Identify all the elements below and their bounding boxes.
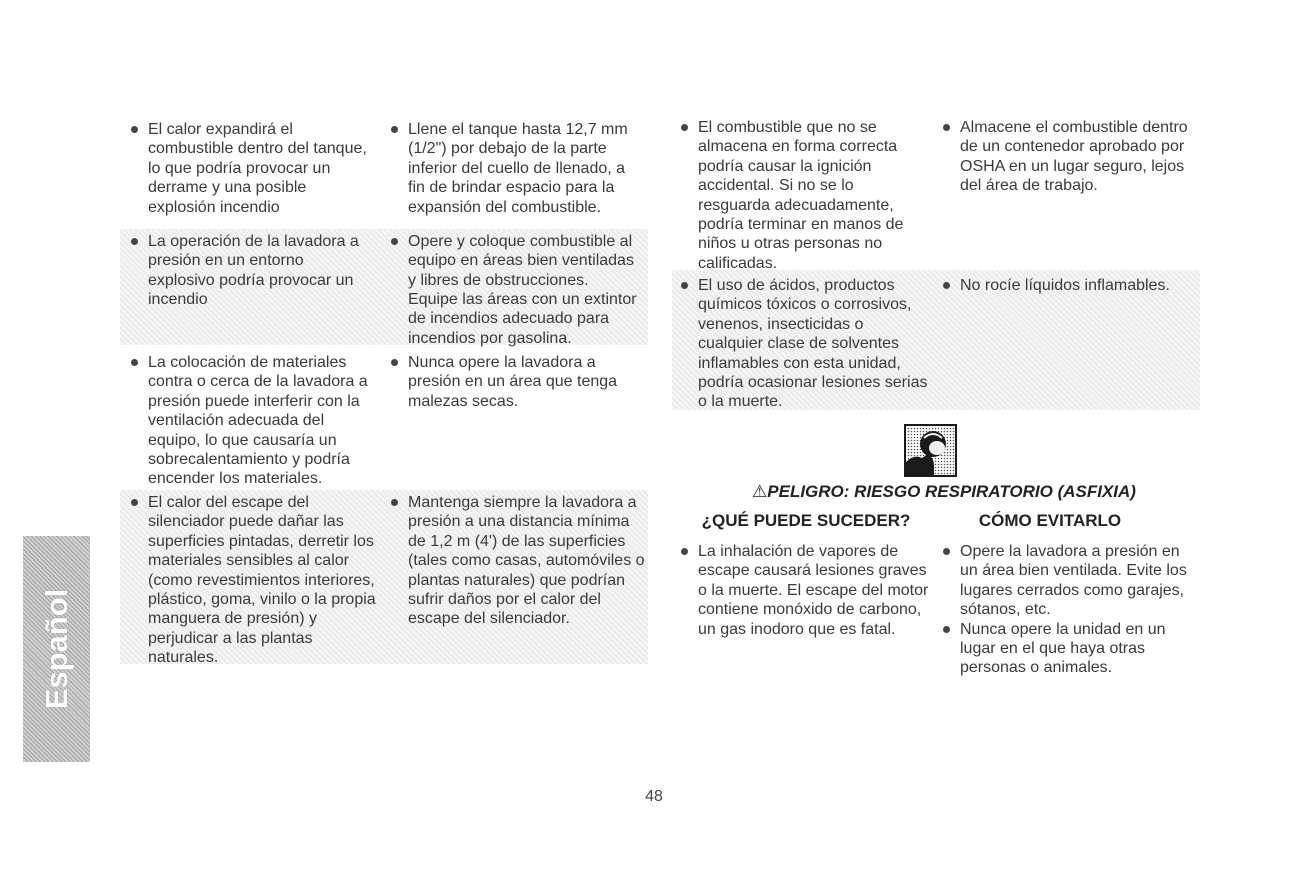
bullet-item: La colocación de materiales contra o cerca de la lavadora a presión puede interferir con la ventilación adecuada del equipo, lo que causaría un sobrecalentamiento y podría encender los materiales. xyxy=(130,353,375,489)
bullet-item: La operación de la lavadora a presión en un entorno explosivo podría provocar un incendio xyxy=(130,232,370,310)
left-row1-col2 xyxy=(390,120,640,217)
page-number: 48 xyxy=(645,788,663,805)
bullet-item: Opere y coloque combustible al equipo en áreas bien ventiladas y libres de obstrucciones. xyxy=(390,232,645,290)
right-row1-col1 xyxy=(680,118,925,273)
language-tab xyxy=(23,536,90,762)
language-tab-label: Español xyxy=(38,588,74,710)
bullet-item: El calor expandirá el combustible dentro del tanque, lo que podría provocar un derrame y una posible explosión incendio xyxy=(130,120,375,217)
what-can-happen-heading: ¿QUÉ PUEDE SUCEDER? xyxy=(701,511,911,530)
left-row3-col2 xyxy=(390,353,635,411)
bullet-item: Nunca opere la unidad en un lugar en el que haya otras personas o animales. xyxy=(942,620,1192,678)
left-row4-col2 xyxy=(390,493,645,629)
bullet-item: Nunca opere la lavadora a presión en un área que tenga malezas secas. xyxy=(390,353,635,411)
bullet-item: El combustible que no se almacena en forma correcta podría causar la ignición accidental. Si no se lo resguarda adecuadamente, podría terminar en manos de niños u otras personas no calificadas. xyxy=(680,118,925,273)
bullet-item: No rocíe líquidos inflamables. xyxy=(942,276,1197,295)
right-row2-col1 xyxy=(680,276,930,412)
respiratory-hazard-icon xyxy=(904,424,957,477)
bullet-item: Almacene el combustible dentro de un contenedor aprobado por OSHA en un lugar seguro, lejos del área de trabajo. xyxy=(942,118,1197,196)
hazard-how-col xyxy=(942,542,1192,678)
left-row2-col2-extra xyxy=(390,290,645,348)
hazard-title: ⚠PELIGRO: RIESGO RESPIRATORIO (ASFIXIA) xyxy=(752,482,1136,501)
bullet-item: Mantenga siempre la lavadora a presión a una distancia mínima de 1,2 m (4') de las superficies (tales como casas, automóviles o plantas naturales) que podrían sufrir daños por el calor del escape del silenciador. xyxy=(390,493,645,629)
left-row1-col1 xyxy=(130,120,375,217)
bullet-item: Opere la lavadora a presión en un área bien ventilada. Evite los lugares cerrados como garajes, sótanos, etc. xyxy=(942,542,1192,620)
hazard-what-col xyxy=(680,542,930,639)
bullet-item: El uso de ácidos, productos químicos tóxicos o corrosivos, venenos, insecticidas o cualquier clase de solventes inflamables con esta unidad, podría ocasionar lesiones serias o la muerte. xyxy=(680,276,930,412)
left-row2-col2 xyxy=(390,232,645,290)
left-row4-col1 xyxy=(130,493,380,668)
bullet-item: La inhalación de vapores de escape causará lesiones graves o la muerte. El escape del motor contiene monóxido de carbono, un gas inodoro que es fatal. xyxy=(680,542,930,639)
right-row1-col2 xyxy=(942,118,1197,196)
right-row2-col2 xyxy=(942,276,1197,295)
bullet-item: Llene el tanque hasta 12,7 mm (1/2") por debajo de la parte inferior del cuello de llenado, a fin de brindar espacio para la expansión del combustible. xyxy=(390,120,640,217)
left-row3-col1 xyxy=(130,353,375,489)
left-row2-col1 xyxy=(130,232,370,310)
bullet-item-continued: Equipe las áreas con un extintor de incendios adecuado para incendios por gasolina. xyxy=(408,291,637,347)
bullet-item: El calor del escape del silenciador puede dañar las superficies pintadas, derretir los materiales sensibles al calor (como revestimientos interiores, plástico, goma, vinilo o la propia manguera de presión) y perjudicar a las plantas naturales. xyxy=(130,493,380,668)
how-to-avoid-heading: CÓMO EVITARLO xyxy=(978,511,1122,530)
